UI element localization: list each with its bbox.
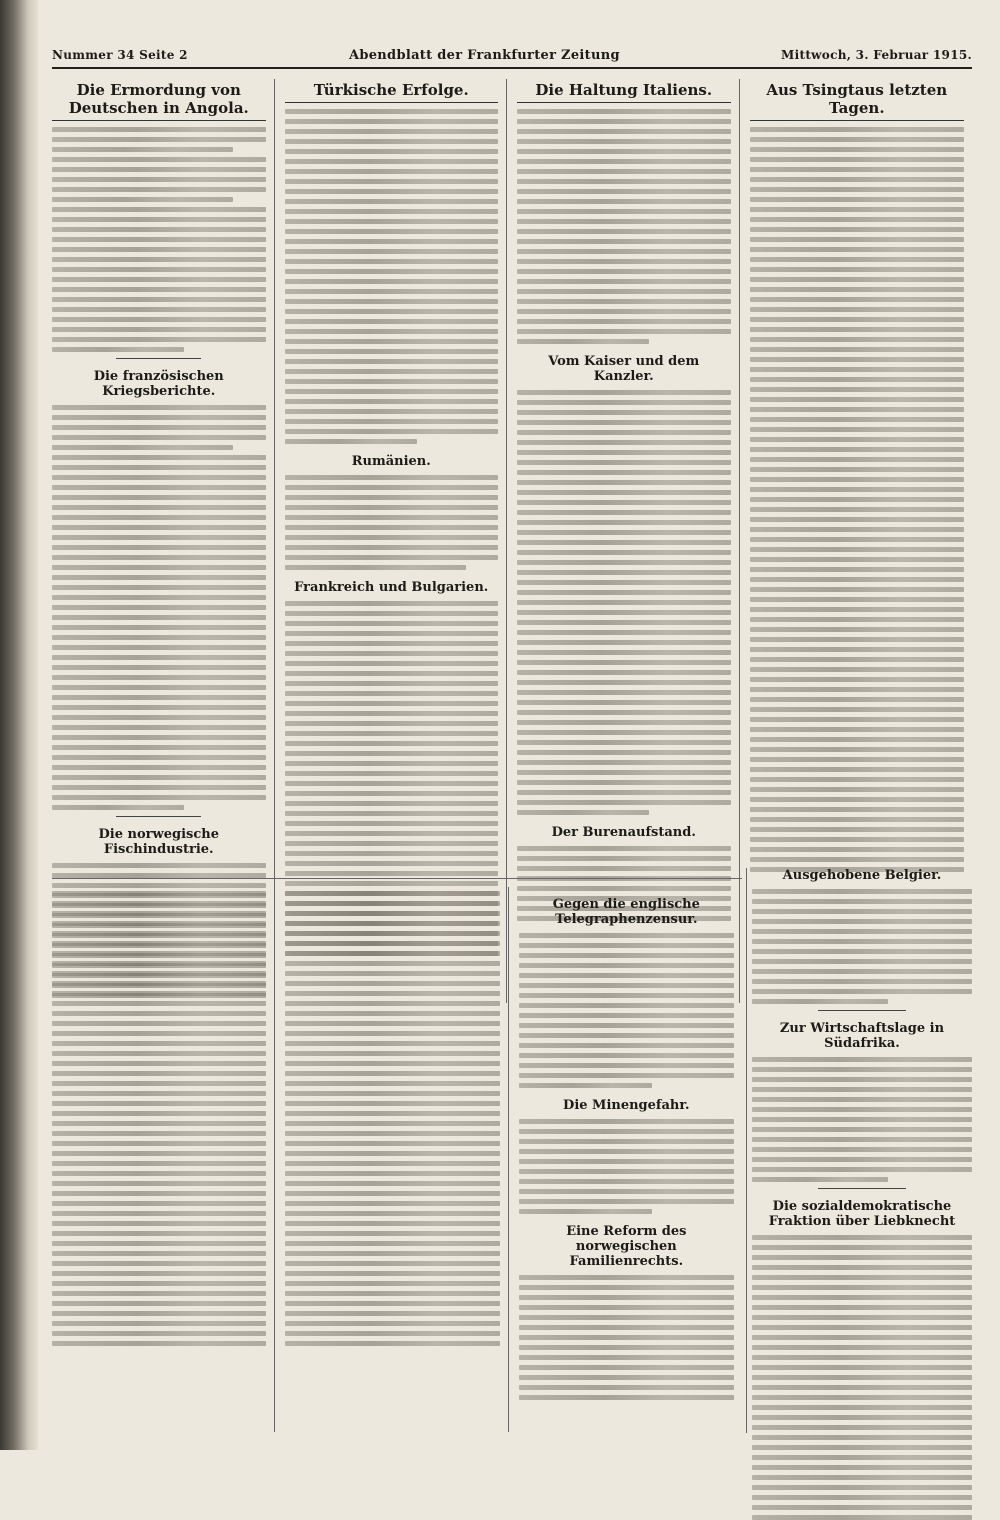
newspaper-page — [52, 48, 972, 1433]
lower-column-1 — [52, 887, 275, 1432]
column-divider — [746, 868, 747, 1433]
article-body — [285, 109, 499, 444]
article-body — [519, 1119, 734, 1214]
article-body — [752, 889, 972, 1004]
headline-liebknecht: Die sozialdemokratische Fraktion über Liebknecht — [768, 1199, 956, 1229]
feuilleton-body — [52, 891, 266, 1346]
article-body — [750, 127, 965, 872]
article-body — [752, 1235, 972, 1520]
headline-family-law: Eine Reform des norwegischen Familienrechts. — [566, 1224, 687, 1269]
headline-italy: Die Haltung Italiens. — [517, 81, 731, 103]
article-body — [752, 1057, 972, 1182]
article-body — [285, 475, 499, 570]
upper-columns — [52, 79, 972, 857]
headline-turkish-success: Türkische Erfolge. — [285, 81, 499, 103]
masthead-title: Abendblatt der Frankfurter Zeitung — [348, 48, 620, 63]
headline-boer-revolt: Der Burenaufstand. — [551, 825, 696, 840]
headline-angola: Die Ermordung von Deutschen in Angola. — [52, 81, 266, 121]
column-2 — [285, 79, 508, 1003]
headline-telegraph-censorship: Gegen die englische Telegraphenzensur. — [552, 897, 700, 927]
article-body — [517, 109, 731, 344]
binding-spine — [0, 0, 38, 1450]
headline-south-africa: Zur Wirtschaftslage in Südafrika. — [779, 1021, 945, 1051]
masthead-date: Mittwoch, 3. Februar 1915. — [781, 48, 972, 62]
article-body — [517, 390, 731, 815]
article-body — [52, 127, 266, 352]
lower-columns — [52, 878, 742, 1442]
lower-column-2 — [285, 887, 508, 1432]
headline-romania: Rumänien. — [351, 454, 431, 469]
article-body — [519, 933, 734, 1088]
column-1 — [52, 79, 275, 1003]
headline-french-reports: Die französischen Kriegsberichte. — [93, 369, 224, 399]
headline-mine-danger: Die Minengefahr. — [563, 1098, 690, 1113]
headline-belgians: Ausgehobene Belgier. — [782, 868, 942, 883]
headline-france-bulgaria: Frankreich und Bulgarien. — [294, 580, 489, 595]
masthead-issue: Nummer 34 Seite 2 — [52, 48, 188, 62]
headline-tsingtau: Aus Tsingtaus letzten Tagen. — [750, 81, 965, 121]
lower-column-3 — [519, 887, 742, 1432]
column-4-continued — [752, 858, 972, 1433]
article-body — [519, 1275, 734, 1400]
headline-norwegian-fishing: Die norwegische Fischindustrie. — [98, 827, 219, 857]
column-3 — [517, 79, 740, 1003]
feuilleton-body — [285, 891, 499, 1346]
article-body — [52, 405, 266, 810]
masthead — [52, 48, 972, 69]
headline-kaiser-chancellor: Vom Kaiser und dem Kanzler. — [548, 354, 700, 384]
